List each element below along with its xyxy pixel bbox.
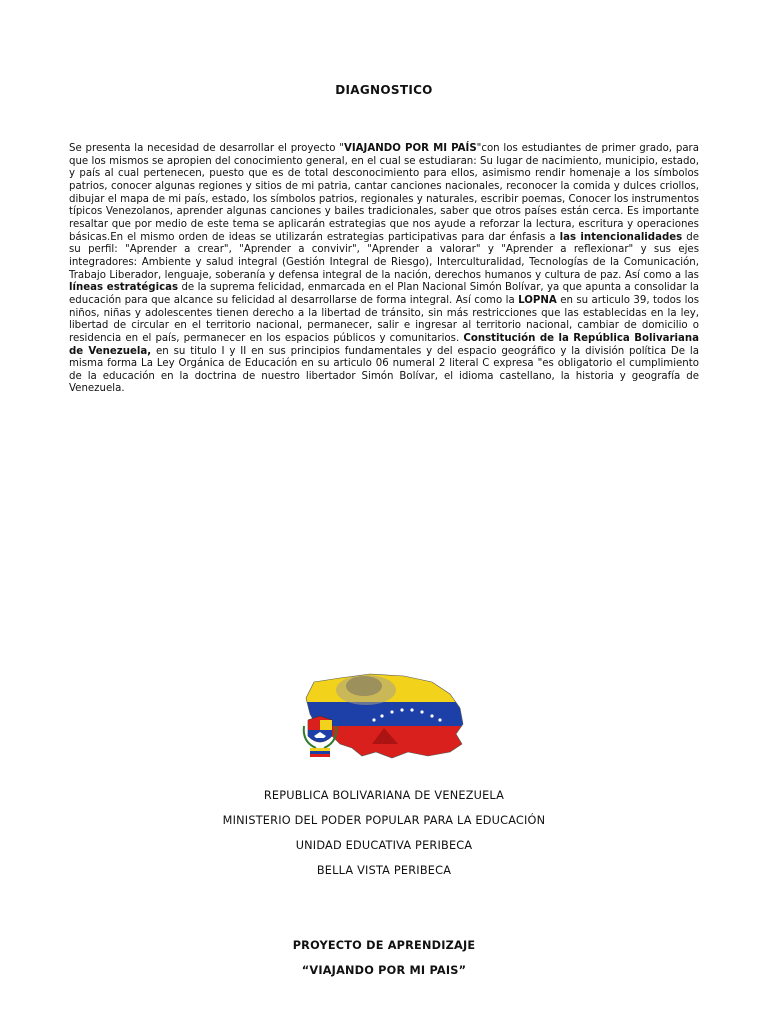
school-line: UNIDAD EDUCATIVA PERIBECA (295, 839, 473, 852)
republic-line: REPUBLICA BOLIVARIANA DE VENEZUELA (263, 789, 505, 802)
project-name: “VIAJANDO POR MI PAIS” (301, 964, 467, 977)
text-segment: Se presenta la necesidad de desarrollar el proyecto " (69, 143, 344, 154)
venezuela-map-coat-of-arms-icon (300, 672, 468, 762)
page-title: DIAGNOSTICO (335, 83, 433, 97)
diagnostic-paragraph (69, 143, 699, 396)
bold-text-segment: líneas estratégicas (69, 282, 179, 294)
bold-text-segment: LOPNA (518, 294, 557, 306)
text-segment: de la suprema felicidad, enmarcada en el Plan Nacional Simón Bolívar, ya que apunta a consolidar la educación para que alcance su felicidad al desarrollarse de forma integral. Así como la (69, 282, 699, 306)
bold-text-segment: Constitución de la República Bolivariana de Venezuela, (69, 332, 699, 357)
project-label: PROYECTO DE APRENDIZAJE (292, 939, 476, 952)
text-segment: "con los estudiantes de primer grado, para que los mismos se apropien del conocimiento general, en el cual se estudiaran: Su lugar de nacimiento, municipio, estado, y país al cual pertenecen, puesto que es de total desconocimiento para ellos, asimismo rendir homenaje a los símbolos patrios, conocer algunas regiones y sitios de mi patria, cantar canciones nacionales, reconocer la comida y dulces criollos, dibujar el mapa de mi país, estado, los símbolos patrios, regionales y naturales, escribir poemas, Conocer los instrumentos típicos Venezolanos, aprender algunas canciones y bailes tradicionales, saber que otros países están cerca. Es importante resaltar que por medio de este tema se aplicarán estrategias que nos ayude a reforzar la lectura, escritura y operaciones básicas.En el mismo orden de ideas se utilizarán estrategias participativas para dar énfasis a (69, 143, 699, 243)
location-line: BELLA VISTA PERIBECA (316, 864, 452, 877)
bold-text-segment: las intencionalidades (559, 231, 683, 243)
text-segment: en su titulo I y II en sus principios fundamentales y del espacio geográfico y la división política De la misma forma La Ley Orgánica de Educación en su articulo 06 numeral 2 literal C expresa "es obligatorio el cumplimiento de la educación en la doctrina de nuestro libertador Simón Bolívar, el idioma castellano, la historia y geografía de Venezuela. (69, 345, 699, 395)
text-segment: en su articulo 39, todos los niños, niñas y adolescentes tienen derecho a la libertad de tránsito, sin más restricciones que las establecidas en la ley, libertad de circular en el territorio nacional, permanecer, salir e ingresar al territorio nacional, cambiar de domicilio o residencia en el país, permanecer en los espacios públicos y comunitarios. (69, 294, 699, 344)
bold-text-segment: VIAJANDO POR MI PAÍS (344, 143, 477, 154)
text-segment: de su perfil: "Aprender a crear", "Aprender a convivir", "Aprender a valorar" y "Aprender a reflexionar" y sus ejes integradores: Ambiente y salud integral (Gestión Integral de Riesgo), Interculturalidad, Tecnologías de la Comunicación, Trabajo Liberador, lenguaje, soberanía y defensa integral de la nación, derechos humanos y cultura de paz. Así como a las (69, 231, 699, 281)
ministry-line: MINISTERIO DEL PODER POPULAR PARA LA EDUCACIÓN (222, 814, 546, 827)
